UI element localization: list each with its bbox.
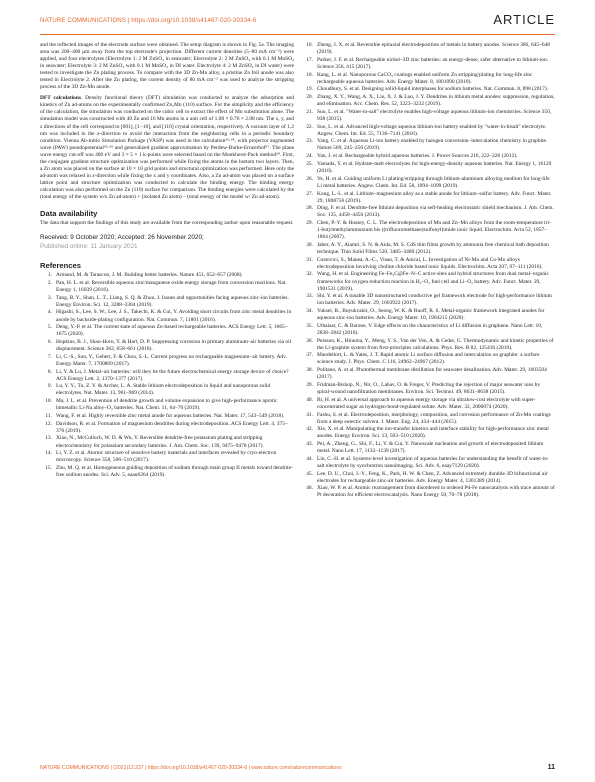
reference-number: 2. [47, 279, 52, 286]
reference-item [301, 426, 555, 440]
reference-text: Pan, H. L. et al. Reversible aqueous zinc/manganese oxide energy storage from conversion reactions. Nat. Energy 1, 16039 (2016). [56, 279, 287, 293]
reference-item [40, 272, 294, 279]
reference-item [40, 354, 294, 368]
reference-number: 22. [306, 123, 313, 130]
article-dates [40, 233, 294, 251]
reference-item [301, 397, 555, 411]
reference-text: Jaber, A. Y., Alamri, S. N. & Aida, M. S. CdS thin films growth by ammonia free chemical bath deposition technique. Thin Solid Films 520, 3485–3489 (2012). [317, 241, 549, 255]
reference-item [301, 176, 555, 190]
reference-number: 27. [306, 190, 313, 197]
page-header [40, 8, 555, 35]
reference-number: 33. [306, 293, 313, 300]
reference-number: 14. [45, 450, 52, 457]
reference-text: Ma, J. L. et al. Prevention of dendrite growth and volume expansion to give high-performance aprotic bimetallic Li-Na alloy–O₂ batteries. Nat. Chem. 11, 64–70 (2019). [56, 398, 278, 412]
reference-text: Xiao, W. P. et al. Atomic rearrangement from disordered to ordered Pd-Fe nanocatalysts with trace amount of Pt decoration for efficient electrocatalysis. Nano Energy 50, 70–78 (2018). [317, 485, 555, 499]
reference-text: Lu, Y. Y., Tu, Z. Y. & Archer, L. A. Stable lithium electrodeposition in liquid and nanoporous solid electrolytes. Nat. Mater. 13, 961–969 (2014). [56, 383, 271, 397]
reference-list-left [40, 272, 294, 479]
reference-item [301, 367, 555, 381]
reference-item [301, 456, 555, 470]
reference-item [40, 435, 294, 449]
reference-item [301, 242, 555, 256]
reference-number: 16. [306, 42, 313, 48]
reference-number: 7. [47, 353, 52, 360]
reference-item [40, 421, 294, 435]
reference-text: Suo, L. et al. Advanced high-voltage aqueous lithium-ion battery enabled by "water-in-bisalt" electrolyte. Angew. Chem. Int. Ed. 55, 7136–7141 (2016). [317, 123, 547, 137]
reference-text: Higashi, S., Lee, S. W., Lee, J. S., Takechi, K. & Cui, Y. Avoiding short circuits from zinc metal dendrites in anode by backside-plating configuration. Nat. Commun. 7, 11801 (2016). [56, 309, 292, 323]
methods-paragraph: and the reflected images of the electrode surface were obtained. The setup diagram is shown in Fig. 5a. The imaging area was 200–400 µm away from the top electrode's projection. Different current densities (5–80 mA cm⁻²) were applied, and four electrolytes (Electrolyte 1: 2 M ZnSO₄ in seawater; Electrolyte 2: 2 M ZnSO₄ with 0.1 M MnSO₄ in seawater; Electrolyte 3: 2 M ZnSO₄ with 0.1 M MnSO₄ in DI water. Electrolyte 4: 2 M ZnSO₄ in DI water) were tested to investigate the Zn plating process. To compare with the 3D Zn-Mn alloy, a pristine Zn foil anode was also tested in Electrolyte 2. After the Zn plating, the current density of 80 mA cm⁻² was used to analyze the stripping process of the 3D Zn-Mn anode. [40, 42, 294, 91]
reference-item [301, 57, 555, 71]
dft-lead: DFT calculations [40, 95, 82, 102]
reference-number: 41. [306, 411, 313, 418]
reference-text: Yang, C. et al. Aqueous Li-ion battery enabled by halogen conversion–intercalation chemistry in graphite. Nature 569, 245–250 (2019). [317, 138, 548, 152]
footer-citation[interactable]: NATURE COMMUNICATIONS | (2021)12:237 | https://doi.org/10.1038/s41467-020-20334-6 | www.nature.com/naturecommunications [40, 765, 342, 771]
reference-item [301, 441, 555, 455]
reference-text: Pei, A., Zheng, G., Shi, F., Li, Y. & Cui, Y. Nanoscale nucleation and growth of electrodeposited lithium metal. Nano Lett. 17, 1132–1139 (2017). [317, 441, 544, 455]
reference-number: 24. [306, 153, 313, 160]
reference-item [301, 191, 555, 205]
reference-number: 23. [306, 138, 313, 145]
reference-item [301, 109, 555, 123]
reference-list-right [301, 42, 555, 500]
reference-number: 19. [306, 86, 313, 93]
reference-text: Zhu, M. Q. et al. Homogeneous guiding deposition of sodium through main group II metals toward dendrite-free sodium anodes. Sci. Adv. 5, eaau6264 (2019). [56, 465, 293, 479]
reference-item [40, 398, 294, 412]
reference-item [301, 124, 555, 138]
reference-text: Davidson, R. et al. Formation of magnesium dendrites during electrodeposition. ACS Energy Lett. 4, 375–376 (2019). [56, 420, 288, 434]
reference-number: 29. [306, 220, 313, 227]
reference-text: Zhang, X. Y., Wang, A. X., Liu, X. J. & Luo, J. Y. Dendrites in lithium metal anodes: suppression, regulation, and elimination. Acc. Chem. Res. 52, 3223–3232 (2019). [317, 94, 555, 108]
reference-item [301, 138, 555, 152]
reference-number: 30. [306, 241, 313, 248]
reference-text: Ding, F. et al. Dendrite-free lithium deposition via self-healing electrostatic shield mechanism. J. Am. Chem. Soc. 135, 4450–4456 (2013). [317, 205, 554, 219]
reference-number: 37. [306, 352, 313, 359]
reference-item [301, 153, 555, 160]
reference-number: 43. [306, 441, 313, 448]
left-column [40, 42, 294, 480]
reference-number: 45. [306, 470, 313, 477]
reference-item [301, 412, 555, 426]
reference-text: Suo, L. et al. "Water-in-salt" electrolyte enables high-voltage aqueous lithium-ion chemistries. Science 350, 938 (2015). [317, 108, 552, 122]
page-number: 11 [547, 764, 555, 771]
reference-text: Xie, X. et al. Manipulating the ion-transfer kinetics and interface stability for high-performance zinc metal anodes. Energy Environ. Sci. 13, 503–510 (2020). [317, 426, 549, 440]
reference-text: Lee, D. U., Choi, J.-Y., Feng, K., Park, H. W. & Chen, Z. Advanced extremely durable 3D bifunctional air electrodes for rechargeable zinc-air batteries. Adv. Energy Mater. 4, 1301389 (2014). [317, 470, 548, 484]
reference-number: 12. [45, 420, 52, 427]
reference-text: Yamada, Y. et al. Hydrate-melt electrolytes for high-energy-density aqueous batteries. Nat. Energy 1, 16129 (2016). [317, 160, 552, 174]
reference-item [301, 323, 555, 337]
reference-number: 44. [306, 455, 313, 462]
reference-text: Tang, B. Y., Shan, L. T., Liang, S. Q. & Zhou, J. Issues and opportunities facing aqueous zinc-ion batteries. Energy Environ. Sci. 12, 3288–3304 (2019). [56, 294, 289, 308]
reference-number: 15. [45, 465, 52, 472]
reference-text: Chen, P.-Y. & Hussey, C. L. The electrodeposition of Mn and Zn–Mn alloys from the room-temperature tri-1-butylmethylammonium bis ((trifluoromethane)sulfonyl)imide ionic liquid. Electrochim. Acta 52, 1857–1864 (2007). [317, 220, 551, 241]
reference-item [301, 72, 555, 86]
reference-item [301, 257, 555, 271]
reference-number: 42. [306, 426, 313, 433]
data-availability-text: The data that support the findings of this study are available from the corresponding author upon reasonable request. [40, 220, 294, 227]
reference-number: 18. [306, 71, 313, 78]
reference-number: 25. [306, 160, 313, 167]
reference-number: 13. [45, 435, 52, 442]
reference-number: 39. [306, 381, 313, 388]
reference-item [301, 271, 555, 292]
reference-item [301, 293, 555, 307]
reference-item [301, 471, 555, 485]
reference-number: 38. [306, 367, 313, 374]
reference-number: 1. [47, 272, 52, 279]
reference-number: 40. [306, 396, 313, 403]
reference-number: 28. [306, 205, 313, 212]
reference-item [40, 465, 294, 479]
reference-item [301, 352, 555, 366]
reference-text: Lin, C.-H. et al. Systems-level investigation of aqueous batteries for understanding the benefit of water-in-salt electrolyte by synchrotron nanoimaging. Sci. Adv. 6, eaay7129 (2020). [317, 455, 549, 469]
reference-number: 8. [47, 368, 52, 375]
reference-text: Zheng, J. X. et al. Reversible epitaxial electrodeposition of metals in battery anodes. Science 366, 645–648 (2019). [317, 42, 550, 56]
reference-number: 31. [306, 256, 313, 263]
reference-number: 21. [306, 108, 313, 115]
reference-number: 34. [306, 308, 313, 315]
reference-text: Wang, F. et al. Highly reversible zinc metal anode for aqueous batteries. Nat. Mater. 17, 543–549 (2018). [56, 412, 285, 419]
reference-item [40, 383, 294, 397]
reference-text: Deng, Y.-P. et al. The current state of aqueous Zn-based rechargeable batteries. ACS Energy Lett. 5, 1665–1675 (2020). [56, 324, 288, 338]
reference-text: Parker, J. F. et al. Rechargeable nickel–3D zinc batteries: an energy-dense, safer alternative to lithium-ion. Science 356, 415 (2017). [317, 56, 549, 70]
reference-item [40, 450, 294, 464]
reference-text: Xiao, N., McCulloch, W. D. & Wu, Y. Reversible dendrite-free potassium plating and stripping electrochemistry for potassium secondary batteries. J. Am. Chem. Soc. 139, 9475–9478 (2017). [56, 435, 264, 449]
reference-text: Armand, M. & Tarascon, J. M. Building better batteries. Nature 451, 652–657 (2008). [56, 272, 243, 279]
reference-number: 32. [306, 271, 313, 278]
reference-item [301, 308, 555, 322]
reference-text: Shi, Y. et al. A tunable 3D nanostructured conductive gel framework electrode for high-performance lithium ion batteries. Adv. Mater. 29, 1603922 (2017). [317, 293, 552, 307]
reference-text: Persson, K., Hinuma, Y., Meng, Y. S., Van der Ven, A. & Ceder, G. Thermodynamic and kinetic properties of the Li-graphite system from first-principles calculations. Phys. Rev. B 82, 125416 (2010). [317, 337, 554, 351]
reference-text: Wang, H. et al. Engineering Fe–Fe₃C@Fe–N–C active sites and hybrid structures from dual metal–organic frameworks for oxygen reduction reaction in H₂–O₂ fuel cell and Li–O₂ battery. Adv. Funct. Mater. 29, 1901531 (2019). [317, 271, 549, 292]
reference-item [40, 309, 294, 323]
reference-number: 26. [306, 175, 313, 182]
published-date: Published online: 11 January 2021 [40, 243, 138, 251]
reference-number: 11. [45, 412, 52, 419]
right-column [301, 42, 555, 500]
reference-text: Bi, H. et al. A universal approach to aqueous energy storage via ultralow-cost electrolyte with super-concentrated sugar as hydrogen-bond-regulated solute. Adv. Mater. 32, 2000074 (2020). [317, 396, 536, 410]
reference-item [301, 382, 555, 396]
reference-text: Yuksel, R., Buyukcakir, O., Seong, W. K. & Ruoff, R. S. Metal-organic framework integrated anodes for aqueous zinc-ion batteries. Adv. Energy Mater. 10, 1904215 (2020). [317, 308, 545, 322]
article-label: ARTICLE [493, 12, 555, 27]
reference-text: Choudhury, S. et al. Designing solid-liquid interphases for sodium batteries. Nat. Commun. 8, 898 (2017). [317, 86, 549, 93]
reference-number: 4. [47, 309, 52, 316]
reference-text: Politano, A. et al. Photothermal membrane distillation for seawater desalination. Adv. Mater. 29, 1603504 (2017). [317, 367, 547, 381]
page-footer [40, 765, 555, 775]
reference-text: Kang, L. et al. Nanoporous CaCO₃ coatings enabled uniform Zn stripping/plating for long-life zinc rechargeable aqueous batteries. Adv. Energy Mater. 8, 1801090 (2018). [317, 71, 533, 85]
reference-text: Fridman-Bishop, N., Nir, O., Lahav, O. & Freger, V. Predicting the rejection of major seawater ions by spiral-wound nanofiltration membranes. Environ. Sci. Technol. 49, 8631–8638 (2015). [317, 381, 541, 396]
reference-item [301, 338, 555, 352]
reference-item [301, 220, 555, 241]
journal-header-link[interactable]: NATURE COMMUNICATIONS | https://doi.org/10.1038/s41467-020-20334-6 [40, 17, 257, 24]
reference-text: Li, Y. Z. et al. Atomic structure of sensitive battery materials and interfaces revealed by cryo-electron microscopy. Science 358, 506–510 (2017). [56, 450, 277, 464]
reference-text: Yan, J. et al. Rechargeable hybrid aqueous batteries. J. Power Sources 216, 222–226 (2012). [317, 153, 518, 160]
reference-item [301, 94, 555, 108]
reference-item [40, 413, 294, 420]
reference-item [40, 280, 294, 294]
reference-item [301, 485, 555, 499]
reference-item [301, 86, 555, 93]
reference-number: 36. [306, 337, 313, 344]
reference-number: 5. [47, 324, 52, 331]
reference-number: 35. [306, 322, 313, 329]
reference-number: 17. [306, 56, 313, 63]
reference-text: Li, C.-S., Sun, Y., Gebert, F. & Chou, S.-L. Current progress on rechargeable magnesium–air battery. Adv. Energy Mater. 7, 1700869 (2017). [56, 353, 287, 367]
reference-text: Costovici, S., Manea, A.-C., Visan, T. & Anicai, L. Investigation of Ni-Mo and Co-Mo alloys electrodeposition involving choline chloride based ionic liquids. Electrochim. Acta 207, 97–111 (2016). [317, 256, 543, 270]
references-heading: References [40, 261, 81, 271]
reference-item [40, 295, 294, 309]
reference-text: Ye, H. et al. Guiding uniform Li plating/stripping through lithium-aluminum alloying medium for long-life Li metal batteries. Angew. Chem. Int. Ed. 58, 1094–1099 (2019). [317, 175, 550, 189]
received-accepted-dates: Received: 9 October 2020; Accepted: 26 November 2020; [40, 234, 204, 242]
reference-item [40, 339, 294, 353]
reference-number: 6. [47, 339, 52, 346]
reference-item [301, 205, 555, 219]
reference-number: 3. [47, 294, 52, 301]
reference-item [301, 161, 555, 175]
reference-number: 20. [306, 94, 313, 101]
reference-text: Hopkins, B. J., Shao-Horn, Y. & Hart, D. P. Suppressing corrosion in primary aluminum–air batteries via oil displacement. Science 362, 658–661 (2018). [56, 339, 292, 353]
reference-text: Li, Y. & Lu, J. Metal–air batteries: will they be the future electrochemical energy storage device of choice? ACS Energy Lett. 2, 1370–1377 (2017). [56, 368, 289, 382]
reference-item [40, 369, 294, 383]
reference-text: Kong, L.-L. et al. Lithium–magnesium alloy as a stable anode for lithium–sulfur battery. Adv. Funct. Mater. 29, 1808756 (2019). [317, 190, 552, 204]
dft-text: . Density functional theory (DFT) simulation was conducted to analyze the adsorption and kinetics of Zn ad-atoms on the experimentally confirmed Zn₃Mn (110) surface. For the simplicity and the efficiency of the calculation, the simulation was conducted on the cubic cell to extract the effect of Mn substitution alone. The simulation model was constructed with 40 Zn and 16 Mn atoms in a unit cell of 1.08 × 0.76 × 2.08 nm. The x, y, and z directions of the cell correspond to [001], [1−10], and [110] crystal orientation, respectively. A vacuum layer of 1.2 nm was included in the z-direction to avoid the interaction from the neighboring cells in a periodic boundary condition. Vienna Ab-initio Simulation Package (VASP) was used in the calculation⁶³·⁶⁴, with projector augmented wave (PAW) pseudopotential⁶⁵·⁶⁶ and generalized gradient approximation by Perdew-Burke-Ernzerhof⁶⁷. The plane wave energy cut-off was 400 eV and 3 × 5 × 1 k-points were selected based on the Monkhorst-Pack method⁶⁸. First, the conjugate gradient structure optimization was performed while fixing the atoms in the bottom two layers. Then, a Zn atom was placed on the surface at 10 × 10 grid points and structural optimization was performed. Here only the ad-atom was relaxed in z-direction while fixing the x and y coordinates. Also, a Zn ad-atom was placed on a surface lattice point and structure optimization was conducted to calculate the binding energy. The binding energy calculation was also performed on the Zn (110) surface for comparison. The binding energies were calculated by the (total energy of the system w/o Zn ad-atom) + (isolated Zn atom) – (total energy of the model w/ Zn ad-atom). [40, 95, 294, 200]
reference-text: Uthaisar, C. & Barone, V. Edge effects on the characteristics of Li diffusion in graphene. Nano Lett. 10, 2838–2842 (2010). [317, 322, 543, 336]
dft-paragraph [40, 95, 294, 201]
reference-text: Fashu, S. et al. Electrodeposition, morphology, composition, and corrosion performance of Zn-Mn coatings from a deep eutectic solvent. J. Mater. Eng. 24, 434–444 (2015). [317, 411, 551, 425]
reference-number: 46. [306, 485, 313, 492]
reference-number: 10. [45, 398, 52, 405]
reference-item [301, 42, 555, 56]
reference-text: Mandeltort, L. & Yates, J. T. Rapid atomic Li surface diffusion and intercalation on graphite: a surface science study. J. Phys. Chem. C 116, 24962–24967 (2012). [317, 352, 540, 366]
data-availability-heading: Data availability [40, 209, 98, 219]
reference-number: 9. [47, 383, 52, 390]
reference-item [40, 324, 294, 338]
